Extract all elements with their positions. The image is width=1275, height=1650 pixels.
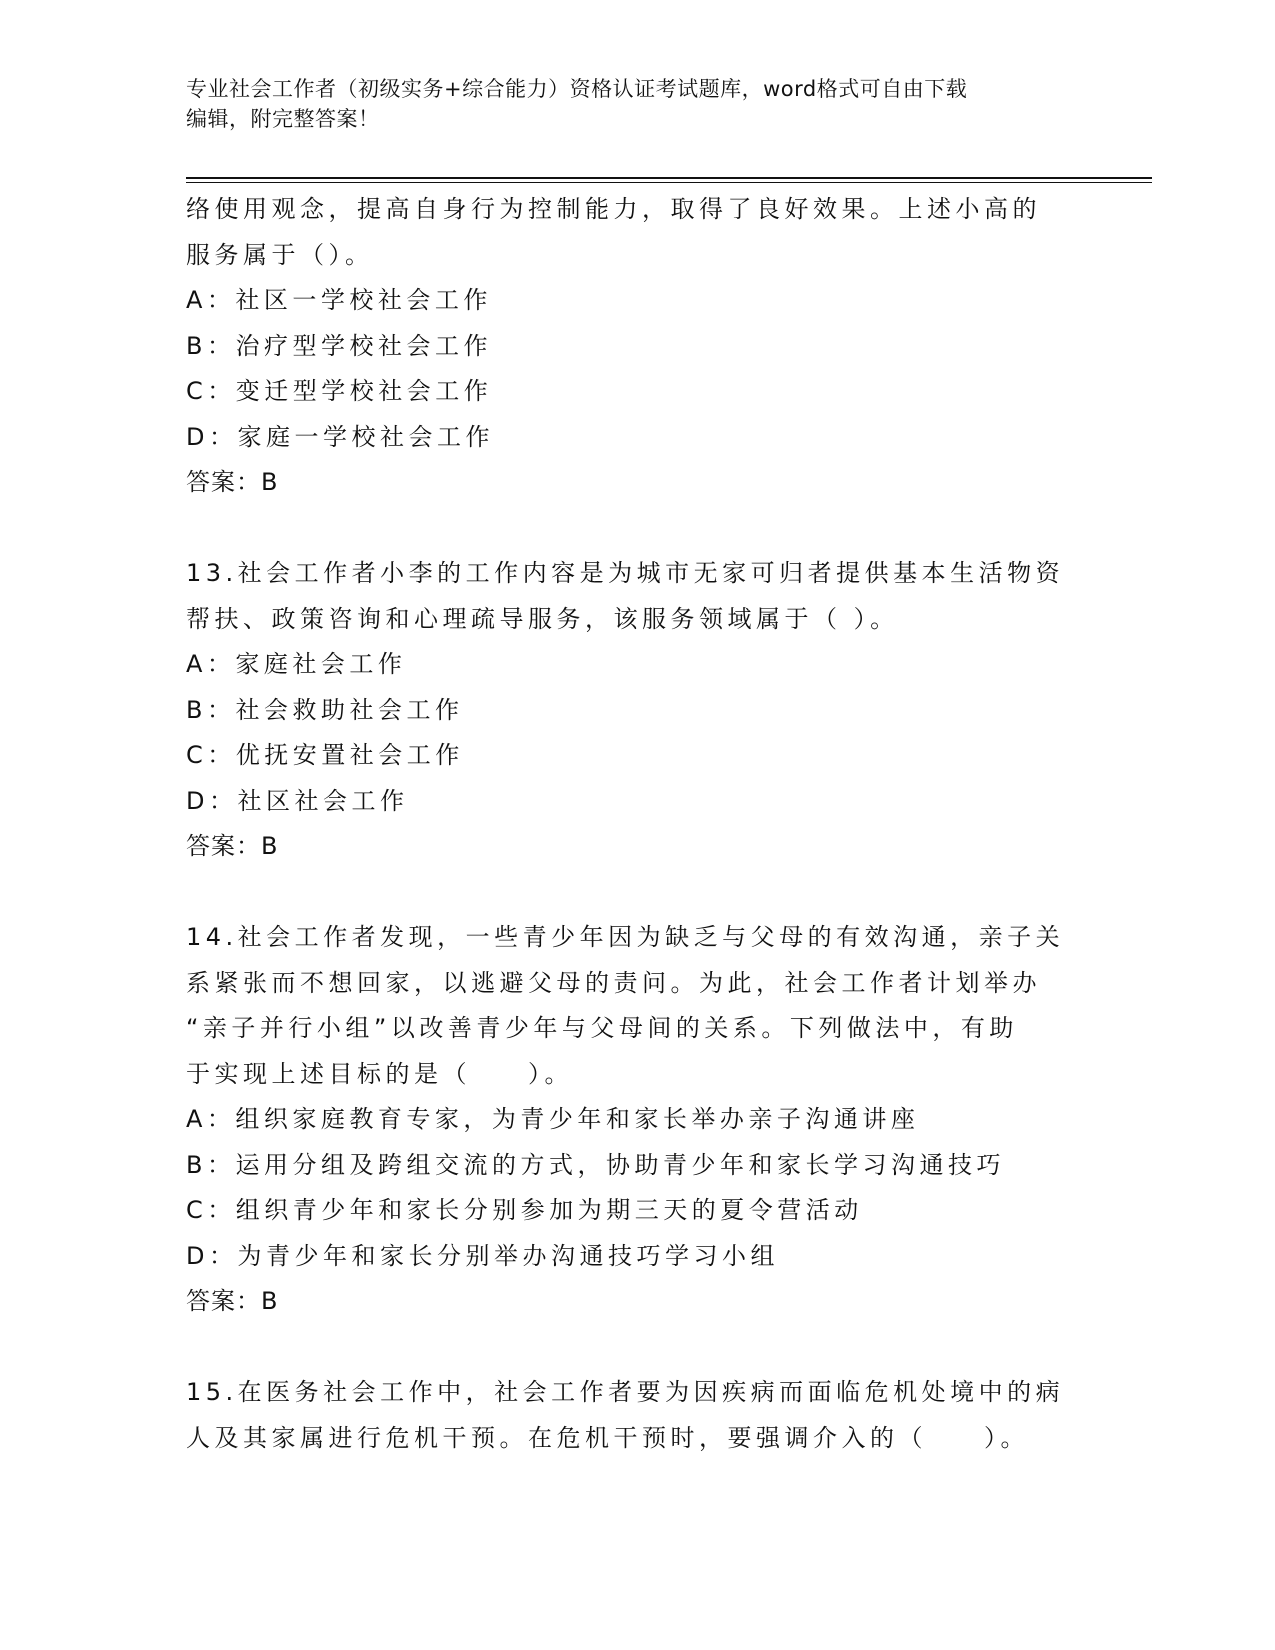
question-text-line: 人及其家属进行危机干预。在危机干预时，要强调介入的（ ）。 [186,1423,1029,1452]
question-text-line: 帮扶、政策咨询和心理疏导服务，该服务领域属于（ ）。 [186,604,899,633]
option-c: C：优抚安置社会工作 [186,741,464,769]
question-text-line: 13.社会工作者小李的工作内容是为城市无家可归者提供基本生活物资 [186,559,1065,587]
question-text-line: 络使用观念，提高自身行为控制能力，取得了良好效果。上述小高的 [186,195,1041,223]
option-c: C：组织青少年和家长分别参加为期三天的夏令营活动 [186,1196,863,1224]
question-12-continued [186,187,1086,506]
answer-line: 答案：B [186,1287,279,1315]
question-13 [186,551,1086,870]
option-a: A：家庭社会工作 [186,650,407,678]
option-a: A：社区一学校社会工作 [186,286,492,314]
option-b: B：社会救助社会工作 [186,695,464,724]
option-d: D：为青少年和家长分别举办沟通技巧学习小组 [186,1241,779,1270]
page-header [186,74,1086,134]
question-14 [186,915,1086,1325]
option-c: C：变迁型学校社会工作 [186,377,493,405]
option-b: B：治疗型学校社会工作 [186,331,492,360]
question-text-line: 14.社会工作者发现，一些青少年因为缺乏与父母的有效沟通，亲子关 [186,923,1065,951]
option-a: A：组织家庭教育专家，为青少年和家长举办亲子沟通讲座 [186,1105,920,1133]
answer-line: 答案：B [186,468,279,496]
question-text-line: 于实现上述目标的是（ ）。 [186,1059,573,1088]
question-15 [186,1370,1086,1461]
question-text-line: “亲子并行小组”以改善青少年与父母间的关系。下列做法中，有助 [186,1014,1018,1042]
question-list [186,187,1086,1461]
answer-line: 答案：B [186,832,279,860]
question-text-line: 服务属于（）。 [186,240,374,269]
question-text-line: 15.在医务社会工作中，社会工作者要为因疾病而面临危机处境中的病 [186,1378,1065,1406]
header-divider-thin [186,182,1152,183]
header-divider-thick [186,177,1152,179]
option-b: B：运用分组及跨组交流的方式，协助青少年和家长学习沟通技巧 [186,1150,1005,1179]
question-text-line: 系紧张而不想回家，以逃避父母的责问。为此，社会工作者计划举办 [186,968,1041,997]
option-d: D：家庭一学校社会工作 [186,422,494,451]
header-line-1: 专业社会工作者（初级实务+综合能力）资格认证考试题库，word格式可自由下载 [186,77,968,101]
option-d: D：社区社会工作 [186,786,409,815]
header-line-2: 编辑，附完整答案！ [186,107,380,131]
